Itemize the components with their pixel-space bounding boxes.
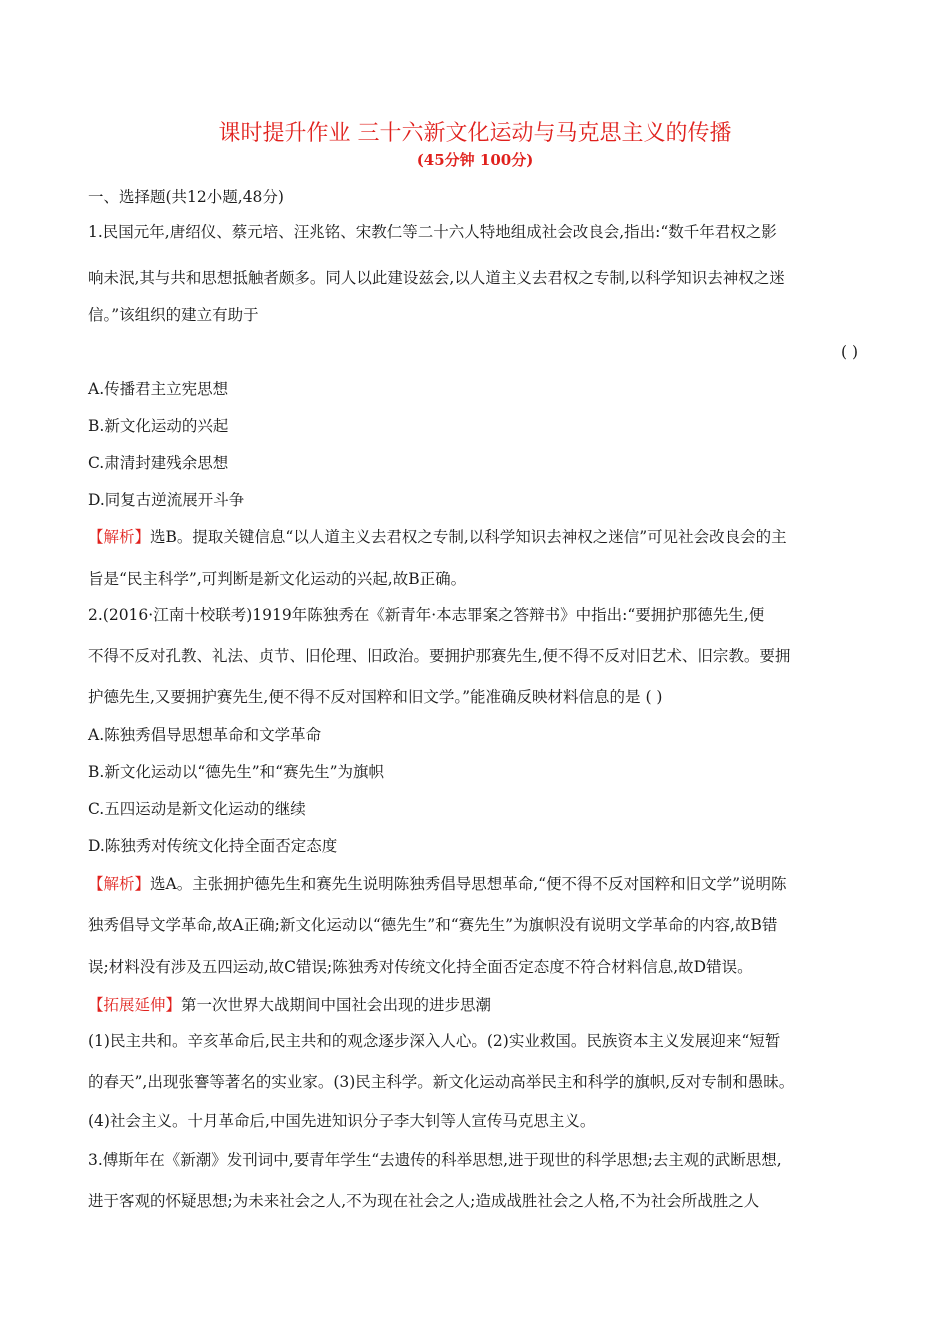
q1-option: D.同复古逆流展开斗争 xyxy=(88,491,245,509)
extension-tag: 【拓展延伸】 xyxy=(88,996,182,1014)
q2-option: C.五四运动是新文化运动的继续 xyxy=(88,800,306,818)
q2-analysis-line: 独秀倡导文学革命,故A正确;新文化运动以“德先生”和“赛先生”为旗帜没有说明文学革命的内容,故B错 xyxy=(88,916,778,934)
extension-title: 第一次世界大战期间中国社会出现的进步思潮 xyxy=(181,996,492,1014)
analysis-tag: 【解析】 xyxy=(88,528,151,546)
extension-line: (1)民主共和。辛亥革命后,民主共和的观念逐步深入人心。(2)实业救国。民族资本主义发展迎来“短暂 xyxy=(88,1032,781,1050)
q1-stem-line: 响未泯,其与共和思想抵触者颇多。同人以此建设兹会,以人道主义去君权之专制,以科学知识去神权之迷 xyxy=(88,269,785,287)
q1-analysis-text: 选B。提取关键信息“以人道主义去君权之专制,以科学知识去神权之迷信”可见社会改良会的主 xyxy=(150,528,787,546)
q3-stem-line: 3.傅斯年在《新潮》发刊词中,要青年学生“去遗传的科举思想,进于现世的科学思想;去主观的武断思想, xyxy=(88,1151,782,1169)
q1-analysis-line: 旨是“民主科学”,可判断是新文化运动的兴起,故B正确。 xyxy=(88,570,467,588)
extension-heading xyxy=(88,994,491,1016)
page-subtitle: (45分钟 100分) xyxy=(416,151,534,169)
q2-stem-line: 不得不反对孔教、礼法、贞节、旧伦理、旧政治。要拥护那赛先生,便不得不反对旧艺术、旧宗教。要拥 xyxy=(88,647,791,665)
q2-analysis-line xyxy=(88,873,787,895)
q3-stem-line: 进于客观的怀疑思想;为未来社会之人,不为现在社会之人;造成战胜社会之人格,不为社会所战胜之人 xyxy=(88,1192,760,1210)
q2-analysis-line: 误;材料没有涉及五四运动,故C错误;陈独秀对传统文化持全面否定态度不符合材料信息,故D错误。 xyxy=(88,958,753,976)
q2-option: D.陈独秀对传统文化持全面否定态度 xyxy=(88,837,338,855)
extension-line: (4)社会主义。十月革命后,中国先进知识分子李大钊等人宣传马克思主义。 xyxy=(88,1112,596,1130)
q2-stem-line: 2.(2016·江南十校联考)1919年陈独秀在《新青年·本志罪案之答辩书》中指出:“要拥护那德先生,便 xyxy=(88,606,765,624)
q1-option: A.传播君主立宪思想 xyxy=(88,380,229,398)
q1-answer-blank: ( ) xyxy=(840,343,858,361)
q1-stem-line: 1.民国元年,唐绍仪、蔡元培、汪兆铭、宋教仁等二十六人特地组成社会改良会,指出:“数千年君权之影 xyxy=(88,223,777,241)
section-heading: 一、选择题(共12小题,48分) xyxy=(88,188,284,206)
q2-option: B.新文化运动以“德先生”和“赛先生”为旗帜 xyxy=(88,763,385,781)
page-title: 课时提升作业 三十六新文化运动与马克思主义的传播 xyxy=(218,121,732,146)
q1-analysis-line xyxy=(88,526,787,548)
q2-option: A.陈独秀倡导思想革命和文学革命 xyxy=(88,726,322,744)
extension-line: 的春天”,出现张謇等著名的实业家。(3)民主科学。新文化运动高举民主和科学的旗帜,反对专制和愚昧。 xyxy=(88,1073,795,1091)
q1-option: B.新文化运动的兴起 xyxy=(88,417,229,435)
analysis-tag: 【解析】 xyxy=(88,875,151,893)
q2-stem-line: 护德先生,又要拥护赛先生,便不得不反对国粹和旧文学。”能准确反映材料信息的是 ( ) xyxy=(88,688,663,706)
q2-analysis-text: 选A。主张拥护德先生和赛先生说明陈独秀倡导思想革命,“便不得不反对国粹和旧文学”说明陈 xyxy=(150,875,787,893)
q1-option: C.肃清封建残余思想 xyxy=(88,454,229,472)
q1-stem-line: 信。”该组织的建立有助于 xyxy=(88,306,259,324)
